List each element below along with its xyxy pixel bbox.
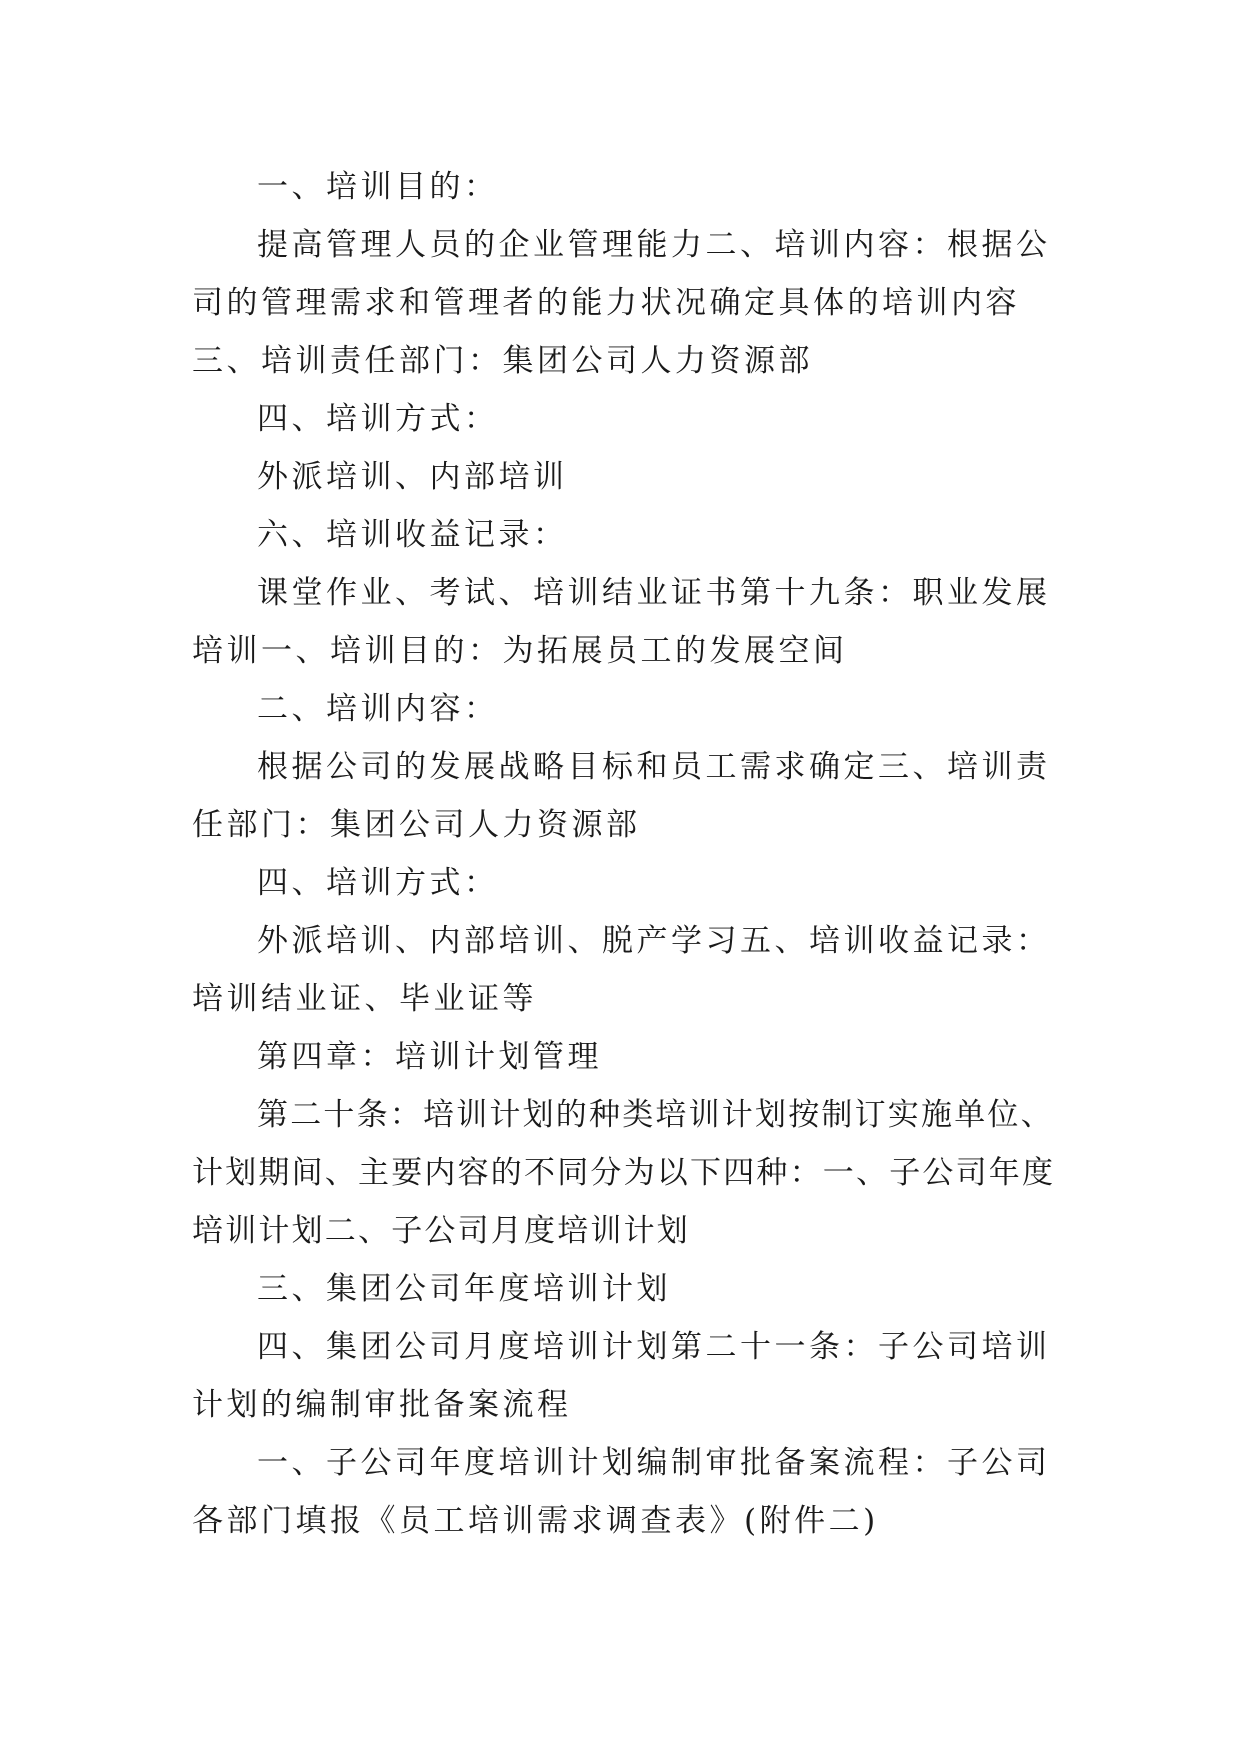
paragraph-training-purpose-heading: 一、培训目的： — [257, 169, 499, 205]
paragraph-training-content: 根据公司的发展战略目标和员工需求确定三、培训责任部门：集团公司人力资源部 — [192, 749, 1051, 843]
paragraph-article-19: 课堂作业、考试、培训结业证书第十九条：职业发展培训一、培训目的：为拓展员工的发展空间 — [192, 575, 1051, 669]
paragraph-subsidiary-annual-plan-flow: 一、子公司年度培训计划编制审批备案流程：子公司各部门填报《员工培训需求调查表》(附件二) — [192, 1445, 1051, 1539]
paragraph-training-method-heading-2: 四、培训方式： — [257, 865, 499, 901]
document-body — [192, 158, 1072, 1550]
paragraph-article-20: 第二十条：培训计划的种类培训计划按制订实施单位、计划期间、主要内容的不同分为以下四种：一、子公司年度培训计划二、子公司月度培训计划 — [192, 1097, 1056, 1249]
paragraph-article-21: 四、集团公司月度培训计划第二十一条：子公司培训计划的编制审批备案流程 — [192, 1329, 1051, 1423]
paragraph-chapter-4-title: 第四章：培训计划管理 — [257, 1039, 602, 1075]
paragraph-training-method: 外派培训、内部培训 — [257, 459, 568, 495]
paragraph-training-method-heading: 四、培训方式： — [257, 401, 499, 437]
paragraph-training-method-2: 外派培训、内部培训、脱产学习五、培训收益记录：培训结业证、毕业证等 — [192, 923, 1051, 1017]
paragraph-training-record-heading: 六、培训收益记录： — [257, 517, 568, 553]
paragraph-group-annual-plan: 三、集团公司年度培训计划 — [257, 1271, 671, 1307]
paragraph-training-content-heading: 二、培训内容： — [257, 691, 499, 727]
paragraph-management-capability: 提高管理人员的企业管理能力二、培训内容：根据公司的管理需求和管理者的能力状况确定具体的培训内容三、培训责任部门：集团公司人力资源部 — [192, 227, 1051, 379]
